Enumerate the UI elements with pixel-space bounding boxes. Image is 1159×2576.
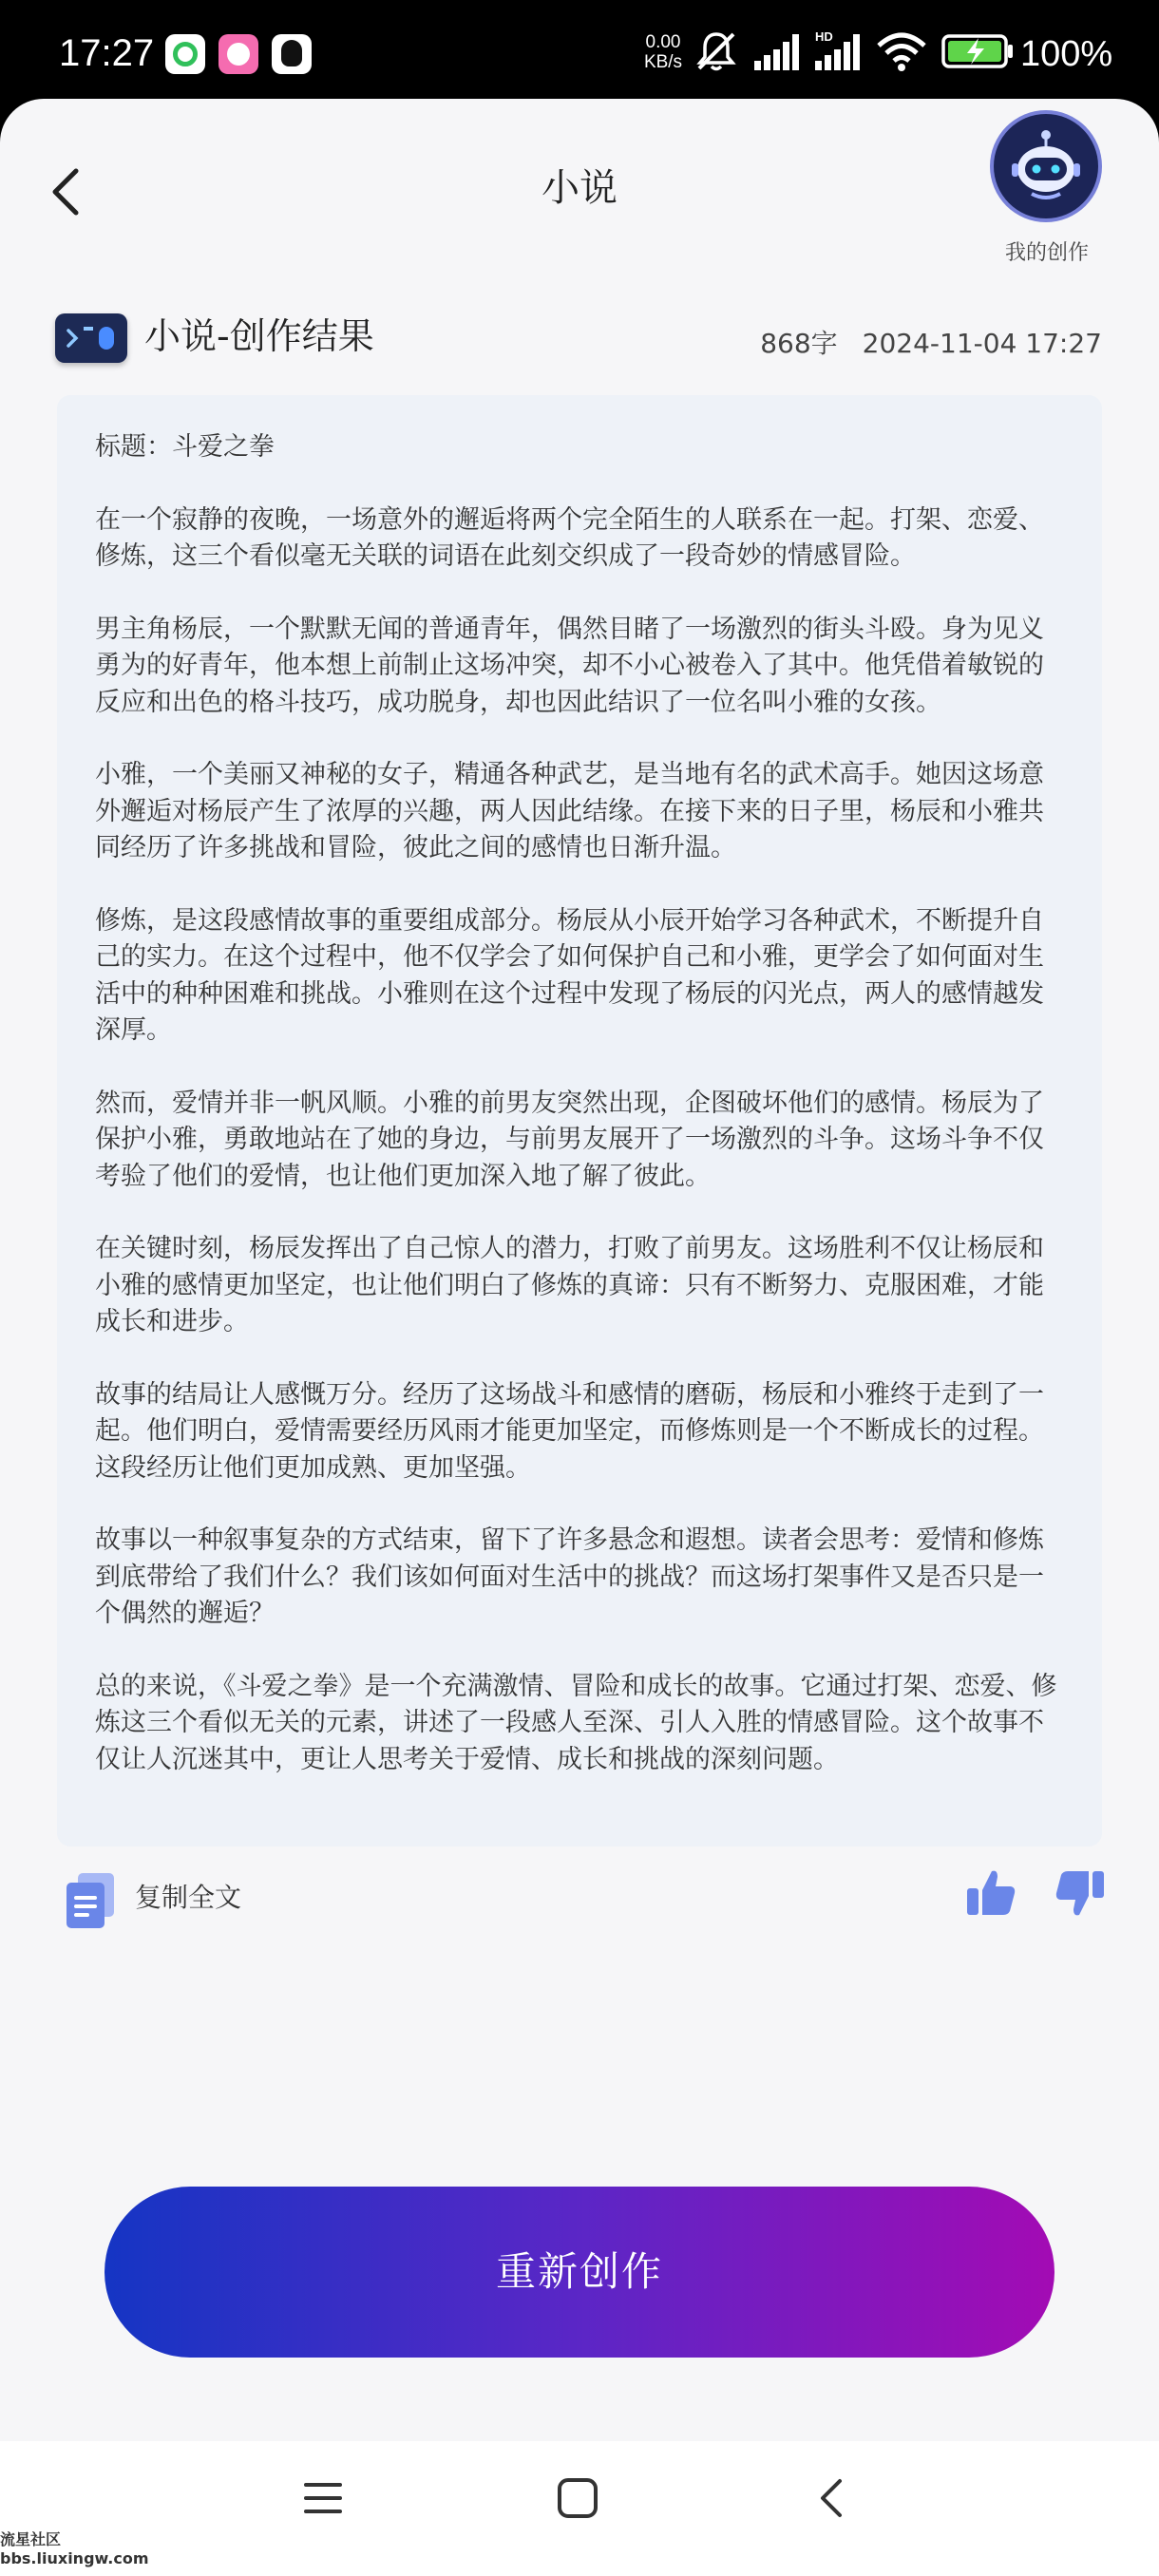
my-creation-button[interactable] xyxy=(977,114,1117,275)
copy-icon xyxy=(63,1871,118,1930)
status-bar xyxy=(0,0,1159,104)
home-icon[interactable] xyxy=(555,2475,600,2521)
watermark-line-1: 流星社区 xyxy=(0,2530,62,2548)
copy-all-label: 复制全文 xyxy=(135,1882,242,1913)
story-paragraph: 小雅，一个美丽又神秘的女子，精通各种武艺，是当地有名的武术高手。她因这场意外邂逅对杨辰产生了浓厚的兴趣，两人因此结缘。在接下来的日子里，杨辰和小雅共同经历了许多挑战和冒险，彼此之间的感情也日渐升温。 xyxy=(95,760,1044,862)
my-creation-label: 我的创作 xyxy=(1004,241,1089,265)
menu-icon[interactable] xyxy=(300,2475,346,2521)
network-speed-value: 0.00 xyxy=(645,32,681,52)
wifi-icon xyxy=(876,28,927,74)
wechat-icon xyxy=(165,34,205,74)
watermark-line-2: bbs.liuxingw.com xyxy=(0,2549,149,2567)
result-title: 小说-创作结果 xyxy=(144,315,374,357)
thumbs-up-icon[interactable] xyxy=(965,1867,1016,1919)
story-paragraph: 故事以一种叙事复杂的方式结束，留下了许多悬念和遐想。读者会思考：爱情和修炼到底带给了我们什么？我们该如何面对生活中的挑战？而这场打架事件又是否只是一个偶然的邂逅？ xyxy=(95,1525,1044,1628)
story-paragraph: 修炼，是这段感情故事的重要组成部分。杨辰从小辰开始学习各种武术，不断提升自己的实力。在这个过程中，他不仅学会了如何保护自己和小雅，更学会了如何面对生活中的种种困难和挑战。小雅则在这个过程中发现了杨辰的闪光点，两人的感情越发深厚。 xyxy=(95,905,1044,1045)
system-nav-bar xyxy=(0,2441,1159,2576)
story-paragraph: 总的来说，《斗爱之拳》是一个充满激情、冒险和成长的故事。它通过打架、恋爱、修炼这三个看似无关的元素，讲述了一段感人至深、引人入胜的情感冒险。这个故事不仅让人沉迷其中，更让人思考关于爱情、成长和挑战的深刻问题。 xyxy=(95,1671,1057,1774)
word-count: 868字 xyxy=(760,328,838,359)
story-paragraph: 标题：斗爱之拳 xyxy=(95,432,275,462)
story-paragraph: 故事的结局让人感慨万分。经历了这场战斗和感情的磨砺，杨辰和小雅终于走到了一起。他们明白，爱情需要经历风雨才能更加坚定，而修炼则是一个不断成长的过程。这段经历让他们更加成熟、更加坚强。 xyxy=(95,1379,1044,1483)
status-time: 17:27 xyxy=(59,32,155,74)
page-title: 小说 xyxy=(542,166,618,210)
network-speed xyxy=(635,32,692,72)
robot-avatar xyxy=(994,114,1098,218)
story-paragraph: 在关键时刻，杨辰发挥出了自己惊人的潜力，打败了前男友。这场胜利不仅让杨辰和小雅的感情更加坚定，也让他们明白了修炼的真谛：只有不断努力、克服困难，才能成长和进步。 xyxy=(95,1234,1044,1336)
terminal-icon xyxy=(55,313,127,363)
story-paragraph: 男主角杨辰，一个默默无闻的普通青年，偶然目睹了一场激烈的街头斗殴。身为见义勇为的好青年，他本想上前制止这场冲突，却不小心被卷入了其中。他凭借着敏锐的反应和出色的格斗技巧，成功脱身，却也因此结识了一位名叫小雅的女孩。 xyxy=(95,614,1044,717)
svg-text:HD: HD xyxy=(815,29,833,44)
result-meta xyxy=(760,325,1102,363)
thumbs-down-icon[interactable] xyxy=(1054,1867,1106,1919)
story-paragraph: 然而，爱情并非一帆风顺。小雅的前男友突然出现，企图破坏他们的感情。杨辰为了保护小雅，勇敢地站在了她的身边，与前男友展开了一场激烈的斗争。这场斗争不仅考验了他们的爱情，也让他们更加深入地了解了彼此。 xyxy=(95,1088,1044,1191)
recreate-button[interactable]: 重新创作 xyxy=(104,2187,1054,2358)
nav-back-icon[interactable] xyxy=(809,2475,855,2521)
robot-icon xyxy=(994,114,1098,218)
hd-signal-icon xyxy=(813,28,864,74)
signal-icon xyxy=(752,28,804,74)
novel-result-page xyxy=(0,99,1159,2576)
qq-icon xyxy=(272,34,312,74)
watermark xyxy=(0,2530,149,2568)
battery-percentage: 100% xyxy=(1020,34,1113,74)
story-content-card xyxy=(57,395,1102,1847)
network-speed-unit: KB/s xyxy=(643,52,683,72)
result-timestamp: 2024-11-04 17:27 xyxy=(862,328,1102,359)
photo-app-icon xyxy=(218,34,258,74)
mute-icon xyxy=(694,28,739,74)
story-paragraph: 在一个寂静的夜晚，一场意外的邂逅将两个完全陌生的人联系在一起。打架、恋爱、修炼，这三个看似毫无关联的词语在此刻交织成了一段奇妙的情感冒险。 xyxy=(95,504,1044,571)
battery-charging-icon xyxy=(940,28,1016,74)
